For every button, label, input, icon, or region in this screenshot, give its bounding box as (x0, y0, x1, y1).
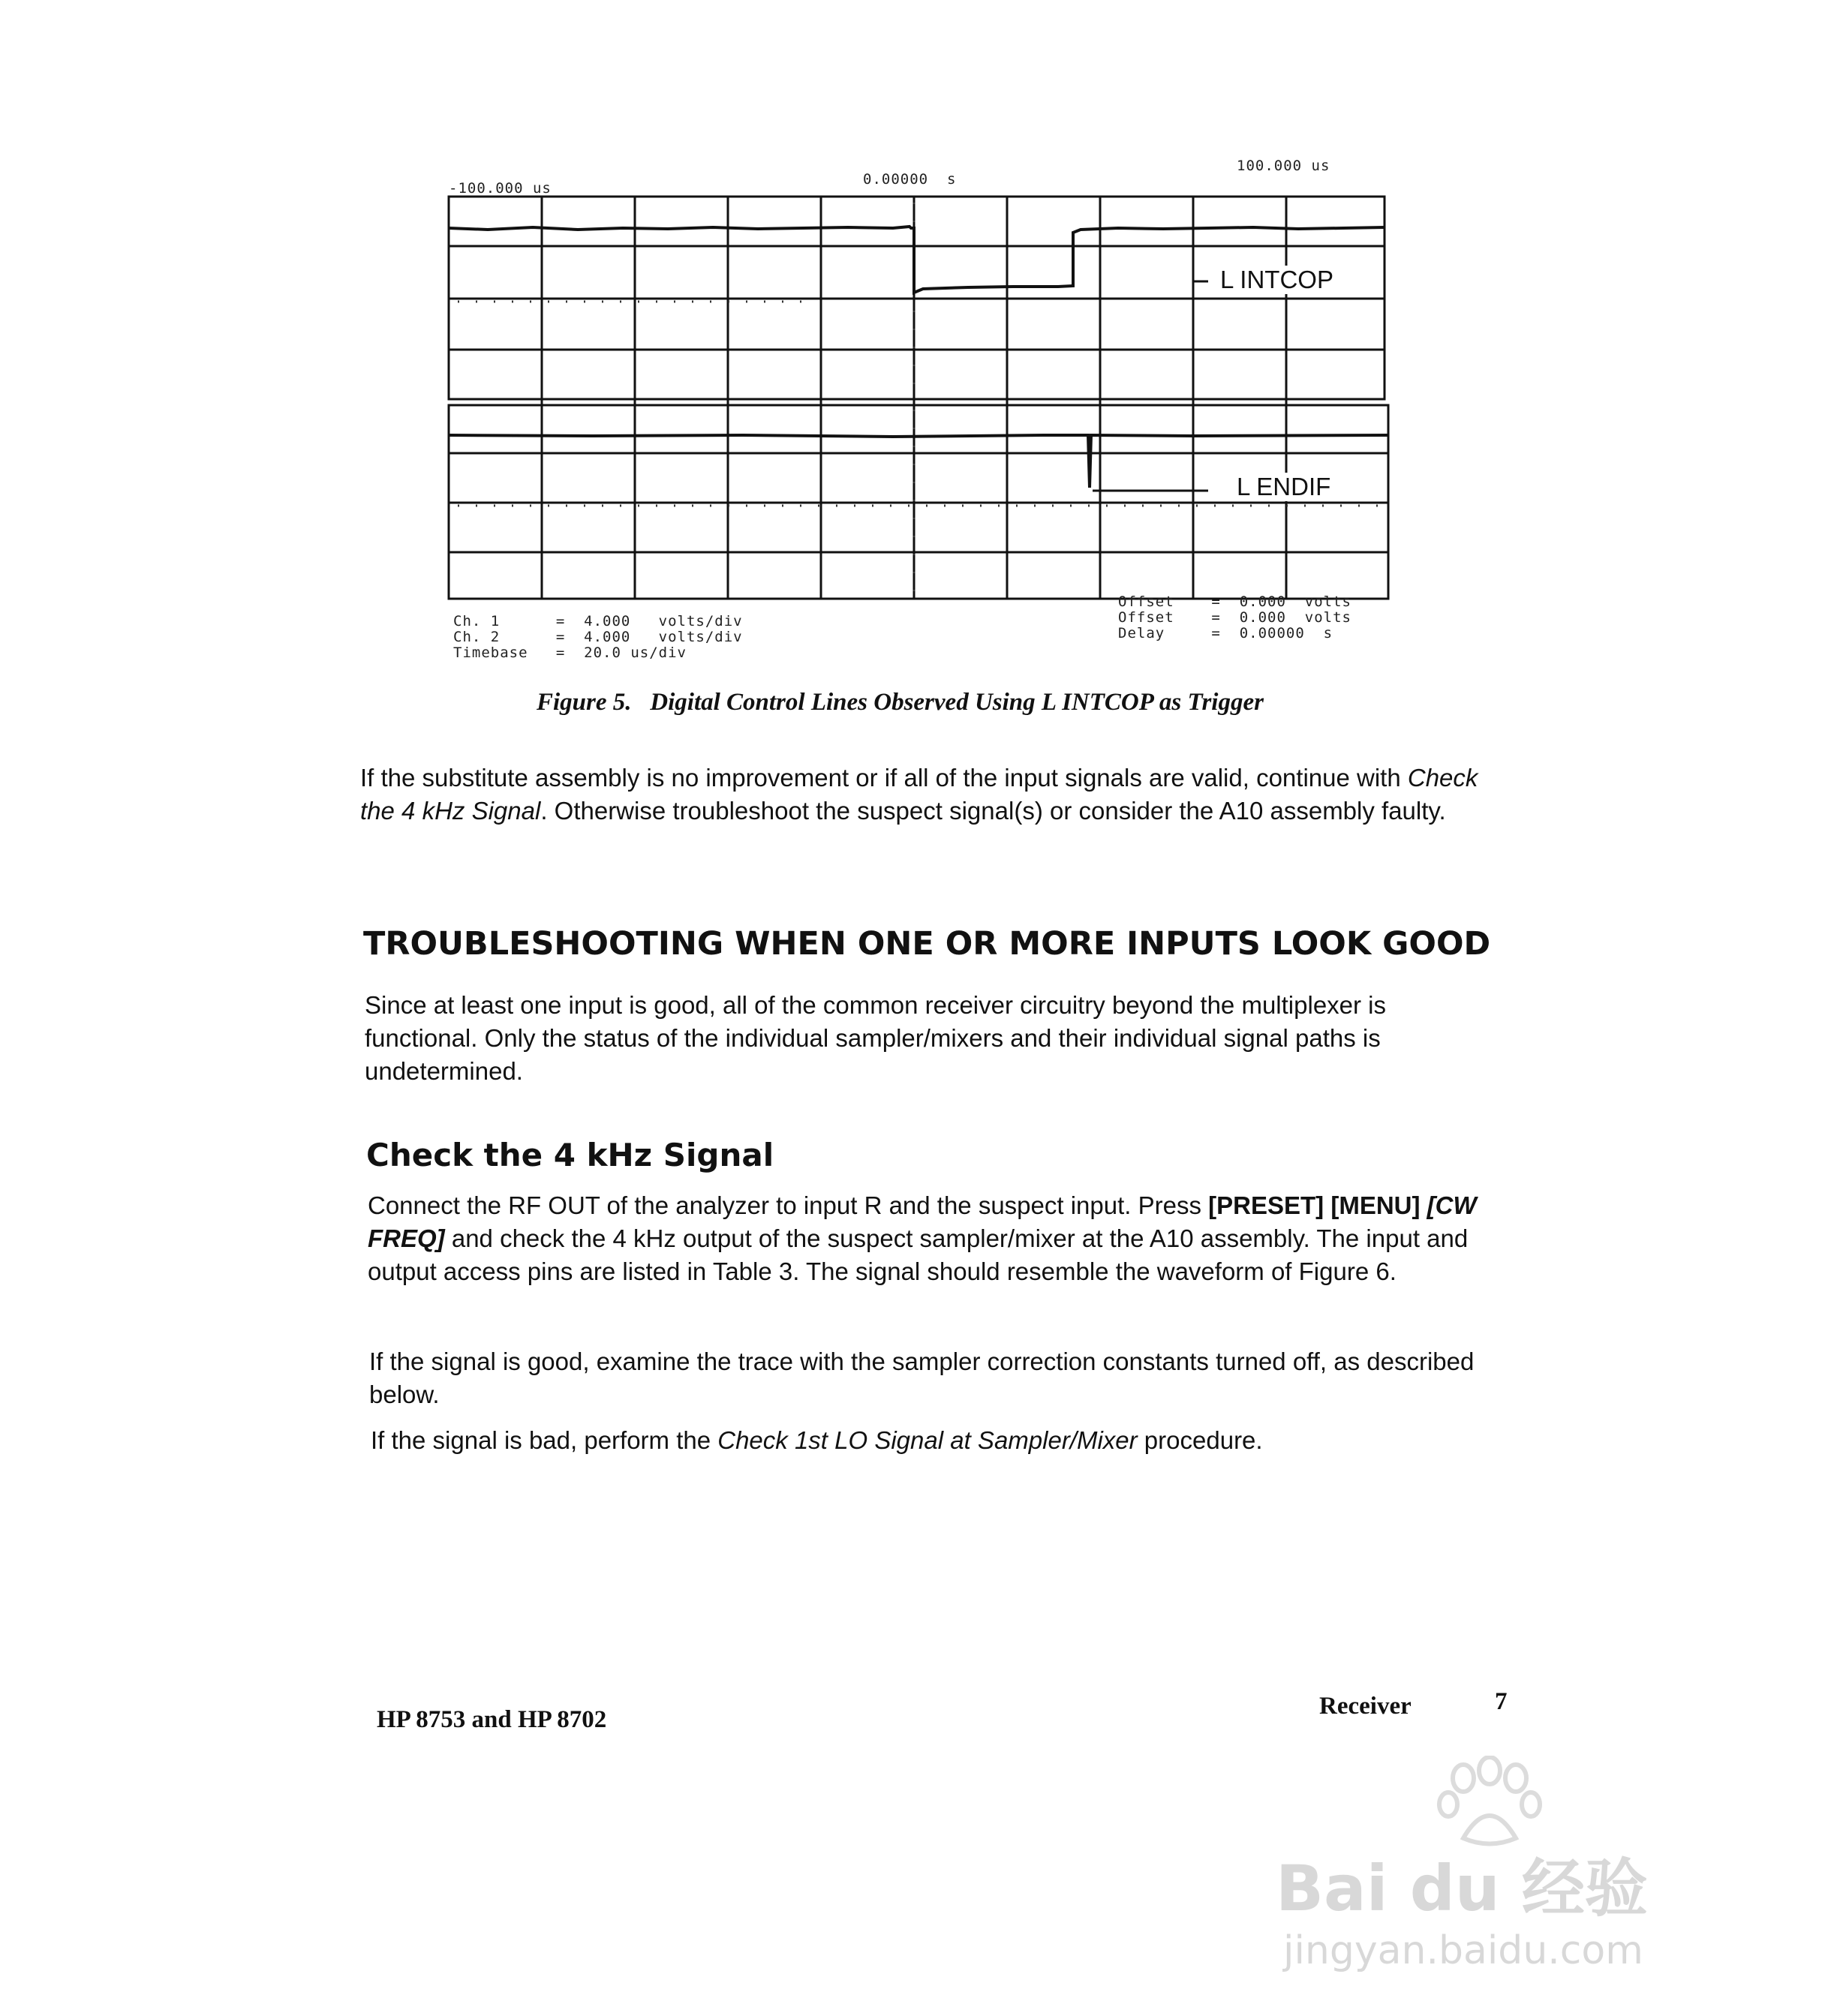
para5-procedure-name: Check 1st LO Signal at Sampler/Mixer (717, 1426, 1138, 1454)
trace-label-intcop: L INTCOP (1216, 266, 1338, 294)
para1-text-a: If the substitute assembly is no improvement or if all of the input signals are valid, continue with (360, 764, 1408, 792)
paragraph-common-circuitry: Since at least one input is good, all of the common receiver circuitry beyond the multiplexer is functional. Only the status of the individual sampler/mixers and their individual signal paths is undetermined. (365, 991, 1387, 1085)
footer-section-name: Receiver (1319, 1693, 1412, 1720)
para3-text-b: and check the 4 kHz output of the suspect sampler/mixer at the A10 assembly. The input and output access pins are listed in Table 3. The signal should resemble the waveform of Figure 6. (368, 1224, 1469, 1285)
paragraph-signal-good: If the signal is good, examine the trace with the sampler correction constants turned off, as described below. (369, 1348, 1475, 1408)
watermark-url: jingyan.baidu.com (1283, 1928, 1643, 1973)
para5-text-a: If the signal is bad, perform the (371, 1426, 718, 1454)
oscilloscope-graticule (443, 180, 1396, 615)
para1-text-b: . Otherwise troubleshoot the suspect signal(s) or consider the A10 assembly faulty. (540, 797, 1446, 825)
scope-time-right: 100.000 us (1237, 158, 1330, 174)
subsection-heading: Check the 4 kHz Signal (366, 1137, 774, 1173)
para3-key-cwfreq: [CW FREQ] (368, 1191, 1477, 1252)
scope-time-left: -100.000 us (449, 180, 552, 197)
para3-text-a: Connect the RF OUT of the analyzer to input R and the suspect input. Press (368, 1191, 1209, 1219)
trace-label-endif: L ENDIF (1232, 473, 1335, 501)
para5-text-b: procedure. (1137, 1426, 1263, 1454)
section-heading: TROUBLESHOOTING WHEN ONE OR MORE INPUTS LOOK GOOD (363, 925, 1491, 963)
figure-caption: Figure 5. Digital Control Lines Observed Using L INTCOP as Trigger (537, 689, 1264, 716)
paragraph-connect-rf-out (368, 1189, 1493, 1288)
baidu-watermark (1276, 1756, 1696, 1981)
footer-product-name: HP 8753 and HP 8702 (377, 1706, 607, 1733)
scope-channel-settings: Ch. 1 = 4.000 volts/div Ch. 2 = 4.000 volts/div Timebase = 20.0 us/div (453, 613, 743, 661)
scope-offset-settings: Offset = 0.000 volts Offset = 0.000 volts Delay = 0.00000 s (1118, 593, 1351, 641)
paragraph-substitute-assembly (360, 762, 1486, 828)
footer-page-number: 7 (1495, 1688, 1508, 1715)
watermark-logo-text: Bai du 经验 (1276, 1852, 1648, 1925)
scope-time-center: 0.00000 s (863, 171, 957, 188)
para3-keys-preset-menu: [PRESET] [MENU] (1208, 1191, 1427, 1219)
paragraph-signal-bad (371, 1424, 1496, 1457)
para1-link-check-4khz: Check the 4 kHz Signal (360, 764, 1478, 825)
